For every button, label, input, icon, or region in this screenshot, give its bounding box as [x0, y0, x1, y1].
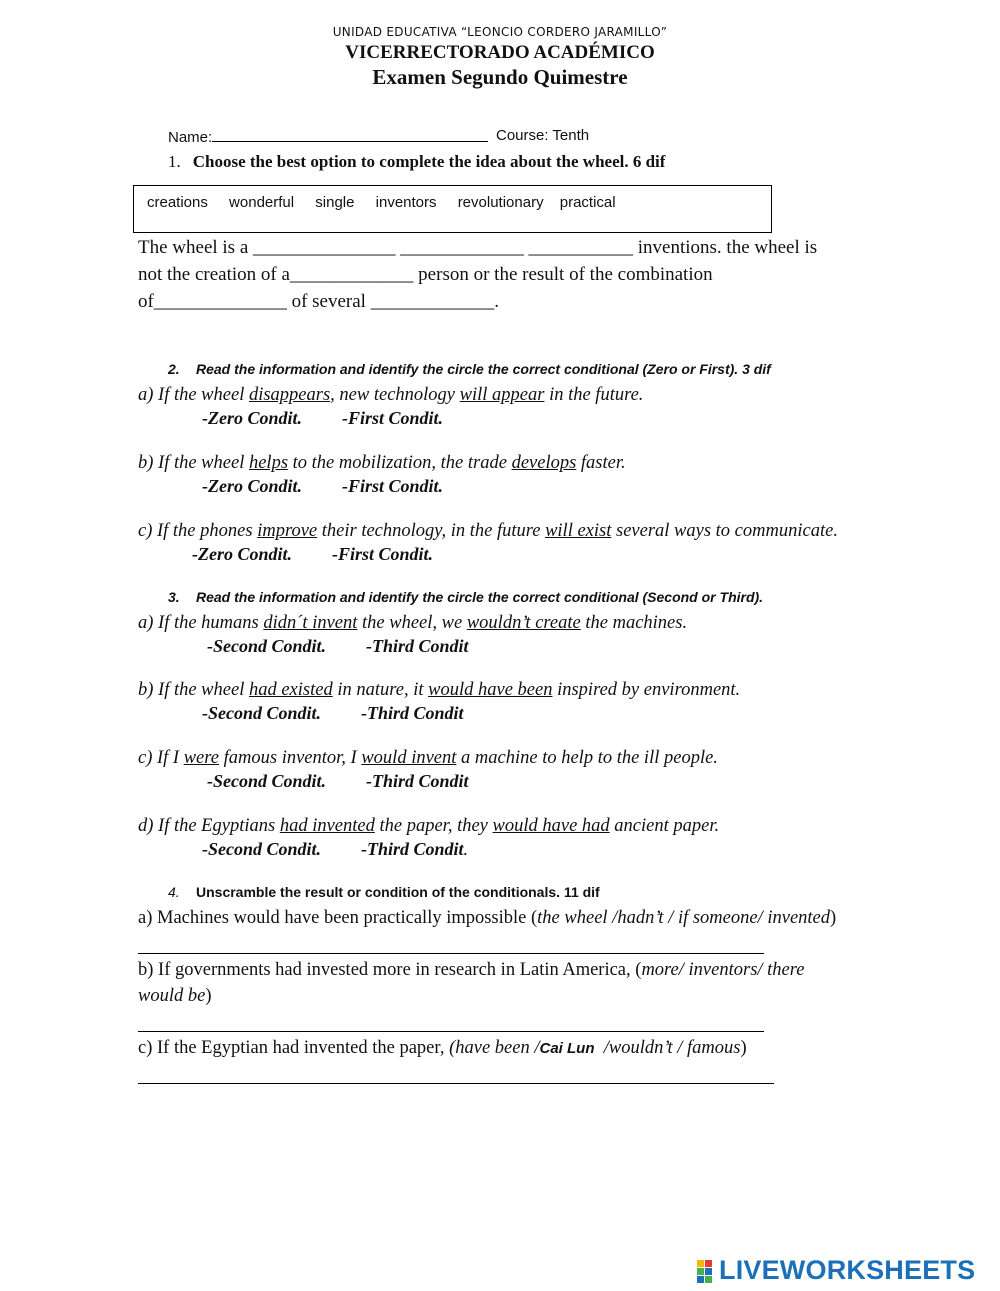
q2-sentence-a: a) If the wheel disappears, new technology will appear in the future.: [138, 385, 644, 405]
question-2-title: Read the information and identify the circle the correct conditional (Zero or First). 3 dif: [196, 361, 771, 377]
school-name: UNIDAD EDUCATIVA “LEONCIO CORDERO JARAMILLO”: [332, 25, 668, 39]
question-1-heading: [168, 152, 665, 172]
question-1-number: 1.: [168, 152, 181, 171]
vice-rectorate-title: VICERRECTORADO ACADÉMICO: [345, 42, 655, 63]
word-bank-item: wonderful: [229, 194, 295, 211]
q3-options-a: [207, 636, 469, 657]
q3-sentence-c: c) If I were famous inventor, I would invent a machine to help to the ill people.: [138, 748, 718, 768]
third-conditional-option[interactable]: -Third Condit: [366, 636, 469, 656]
first-conditional-option[interactable]: -First Condit.: [342, 476, 444, 496]
answer-line-c[interactable]: [138, 1083, 774, 1084]
q4-item-b-cont: would be): [138, 986, 212, 1006]
paragraph-line: of______________ of several _____________.: [138, 291, 499, 312]
second-conditional-option[interactable]: -Second Condit.: [202, 839, 322, 859]
q2-options-c: [192, 544, 433, 565]
word-bank-item: practical: [559, 194, 616, 211]
question-4-number: 4.: [168, 884, 180, 900]
question-3-title: Read the information and identify the circle the correct conditional (Second or Third).: [196, 589, 764, 605]
word-bank-item: revolutionary: [457, 194, 544, 211]
q3-options-b: [202, 703, 464, 724]
zero-conditional-option[interactable]: -Zero Condit.: [202, 408, 303, 428]
exam-title: Examen Segundo Quimestre: [372, 65, 628, 89]
word-bank-item: creations: [147, 194, 208, 211]
liveworksheets-icon: [697, 1260, 719, 1282]
q2-options-a: [202, 408, 443, 429]
q4-item-b: b) If governments had invested more in research in Latin America, (more/ inventors/ there: [138, 960, 805, 980]
question-2-number: 2.: [168, 361, 180, 377]
answer-line-a[interactable]: [138, 953, 764, 954]
answer-line-b[interactable]: [138, 1031, 764, 1032]
q3-options-c: [207, 771, 469, 792]
word-bank-item: inventors: [375, 194, 437, 211]
question-2-heading: [168, 361, 771, 377]
q3-sentence-d: d) If the Egyptians had invented the paper, they would have had ancient paper.: [138, 816, 720, 836]
zero-conditional-option[interactable]: -Zero Condit.: [192, 544, 293, 564]
course-label: Course: Tenth: [496, 127, 590, 144]
third-conditional-option[interactable]: -Third Condit: [361, 839, 464, 859]
liveworksheets-wordmark: LIVEWORKSHEETS: [719, 1255, 976, 1285]
q4-item-a: a) Machines would have been practically impossible (the wheel /hadn’t / if someone/ invented): [138, 908, 837, 928]
question-4-heading: [168, 884, 600, 900]
liveworksheets-logo[interactable]: [697, 1255, 975, 1286]
second-conditional-option[interactable]: -Second Condit.: [202, 703, 322, 723]
first-conditional-option[interactable]: -First Condit.: [342, 408, 444, 428]
student-info-row: [168, 127, 590, 146]
second-conditional-option[interactable]: -Second Condit.: [207, 636, 327, 656]
second-conditional-option[interactable]: -Second Condit.: [207, 771, 327, 791]
question-1-paragraph: [138, 234, 878, 315]
paragraph-line: not the creation of a_____________ person or the result of the combination: [138, 264, 713, 285]
third-conditional-option[interactable]: -Third Condit: [366, 771, 469, 791]
q3-sentence-b: b) If the wheel had existed in nature, it would have been inspired by environment.: [138, 680, 741, 700]
q3-options-d: [202, 839, 468, 860]
q2-sentence-c: c) If the phones improve their technology, in the future will exist several ways to communicate.: [138, 521, 838, 541]
paragraph-line: The wheel is a _______________ _____________ ___________ inventions. the wheel is: [138, 237, 818, 258]
word-bank: [133, 185, 772, 233]
question-4-title: Unscramble the result or condition of the conditionals. 11 dif: [196, 884, 600, 900]
question-1-title: Choose the best option to complete the idea about the wheel. 6 dif: [192, 152, 666, 171]
zero-conditional-option[interactable]: -Zero Condit.: [202, 476, 303, 496]
word-bank-item: single: [315, 194, 355, 211]
q4-item-c: c) If the Egyptian had invented the paper, (have been /Cai Lun /wouldn’t / famous): [138, 1038, 747, 1058]
question-3-heading: [168, 589, 763, 605]
third-conditional-option[interactable]: -Third Condit: [361, 703, 464, 723]
first-conditional-option[interactable]: -First Condit.: [332, 544, 434, 564]
q3-sentence-a: a) If the humans didn´t invent the wheel, we wouldn’t create the machines.: [138, 613, 688, 633]
q2-options-b: [202, 476, 443, 497]
name-label: Name:: [168, 129, 213, 146]
name-blank[interactable]: [212, 127, 488, 142]
q2-sentence-b: b) If the wheel helps to the mobilization, the trade develops faster.: [138, 453, 626, 473]
question-3-number: 3.: [168, 589, 180, 605]
trailing-period: .: [463, 839, 469, 859]
